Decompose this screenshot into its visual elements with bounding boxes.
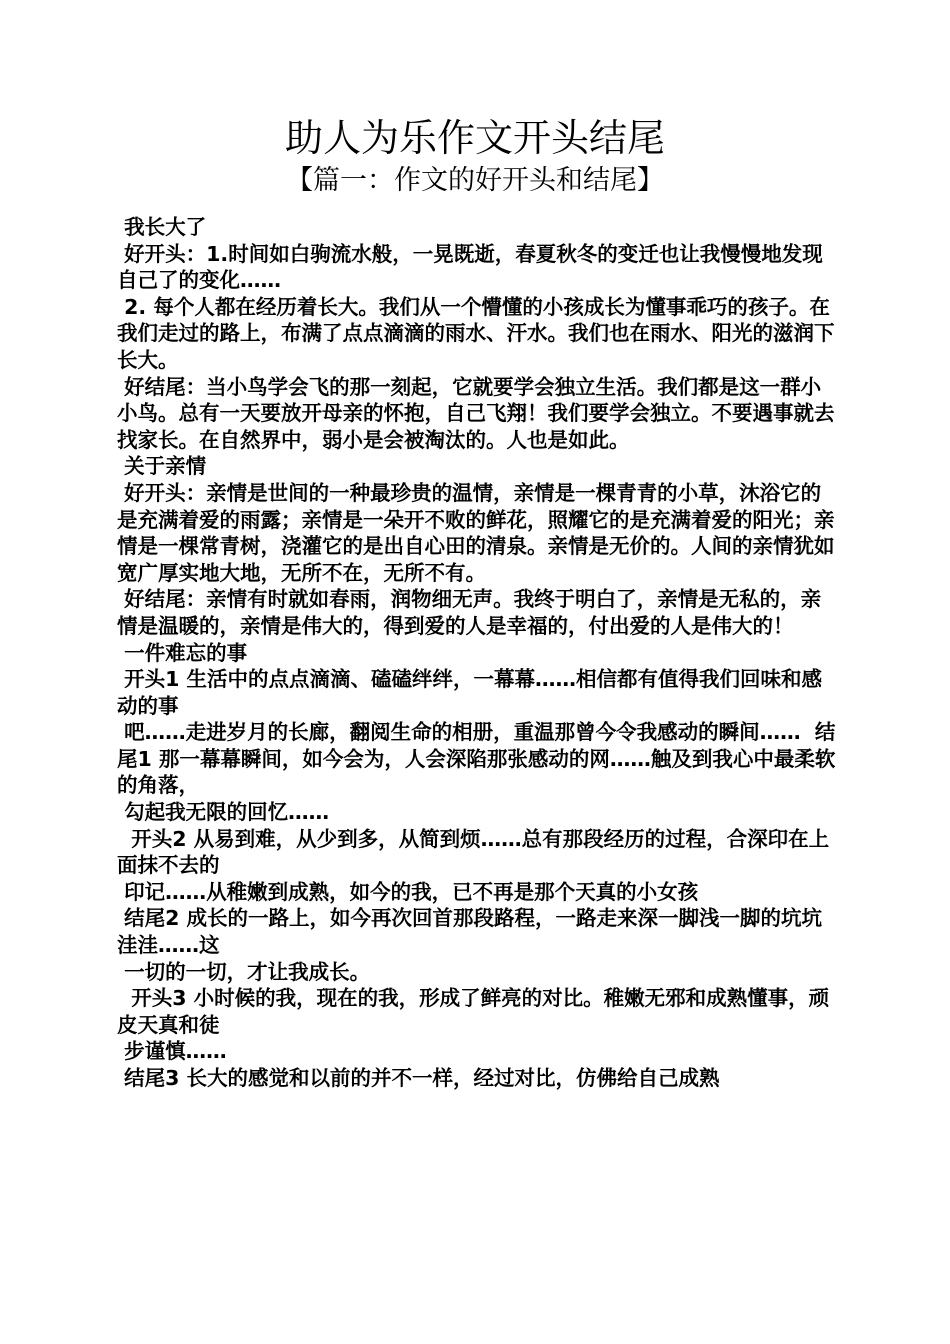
body-paragraph: 好结尾：当小鸟学会飞的那一刻起，它就要学会独立生活。我们都是这一群小小鸟。总有一天要放开母亲的怀抱，自己飞翔！我们要学会独立。不要遇事就去找家长。在自然界中，弱小是会被淘汰的。人也是如此。 bbox=[117, 374, 835, 452]
body-paragraph: 好结尾：亲情有时就如春雨，润物细无声。我终于明白了，亲情是无私的，亲情是温暖的，亲情是伟大的，得到爱的人是幸福的，付出爱的人是伟大的！ bbox=[117, 587, 822, 638]
body-paragraph: 印记……从稚嫩到成熟，如今的我，已不再是那个天真的小女孩 bbox=[117, 879, 699, 904]
body-paragraph: 开头3 小时候的我，现在的我，形成了鲜亮的对比。稚嫩无邪和成熟懂事，顽皮天真和徒 bbox=[117, 986, 830, 1037]
body-paragraph: 我长大了 bbox=[117, 215, 207, 239]
body-paragraph: 开头2 从易到难，从少到多，从简到烦……总有那段经历的过程，合深印在上面抹不去的 bbox=[117, 826, 830, 878]
body-paragraph: 好开头：亲情是世间的一种最珍贵的温情，亲情是一棵青青的小草，沐浴它的是充满着爱的雨露；亲情是一朵开不败的鲜花，照耀它的是充满着爱的阳光；亲情是一棵常青树，浇灌它的是出自心田的清泉。亲情是无价的。人间的亲情犹如宽广厚实地大地，无所不在，无所不有。 bbox=[117, 480, 835, 585]
body-paragraph: 勾起我无限的回忆…… bbox=[117, 800, 330, 825]
document-title: 助人为乐作文开头结尾 bbox=[284, 116, 665, 160]
body-paragraph: 吧……走进岁月的长廊，翻阅生命的相册，重温那曾今令我感动的瞬间…… 结尾1 那一幕幕瞬间，如今会为，人会深陷那张感动的网……触及到我心中最柔软的角落， bbox=[117, 720, 836, 798]
body-paragraph: 关于亲情 bbox=[117, 454, 207, 479]
body-paragraph: 一件难忘的事 bbox=[117, 640, 248, 665]
body-paragraph: 好开头：1.时间如白驹流水般，一晃既逝，春夏秋冬的变迁也让我慢慢地发现自己了的变化…… bbox=[117, 241, 823, 293]
body-paragraph: 结尾3 长大的感觉和以前的并不一样，经过对比，仿佛给自己成熟 bbox=[117, 1066, 720, 1090]
body-paragraph: 步谨慎…… bbox=[117, 1039, 227, 1064]
document-body bbox=[117, 214, 837, 1092]
document-subtitle: 【篇一：作文的好开头和结尾】 bbox=[286, 165, 664, 196]
body-paragraph: 2. 每个人都在经历着长大。我们从一个懵懂的小孩成长为懂事乖巧的孩子。在我们走过的路上，布满了点点滴滴的雨水、汗水。我们也在雨水、阳光的滋润下长大。 bbox=[117, 294, 835, 372]
body-paragraph: 一切的一切，才让我成长。 bbox=[117, 959, 371, 984]
body-paragraph: 结尾2 成长的一路上，如今再次回首那段路程，一路走来深一脚浅一脚的坑坑洼洼……这 bbox=[117, 906, 823, 958]
body-paragraph: 开头1 生活中的点点滴滴、磕磕绊绊，一幕幕……相信都有值得我们回味和感动的事 bbox=[117, 667, 823, 718]
